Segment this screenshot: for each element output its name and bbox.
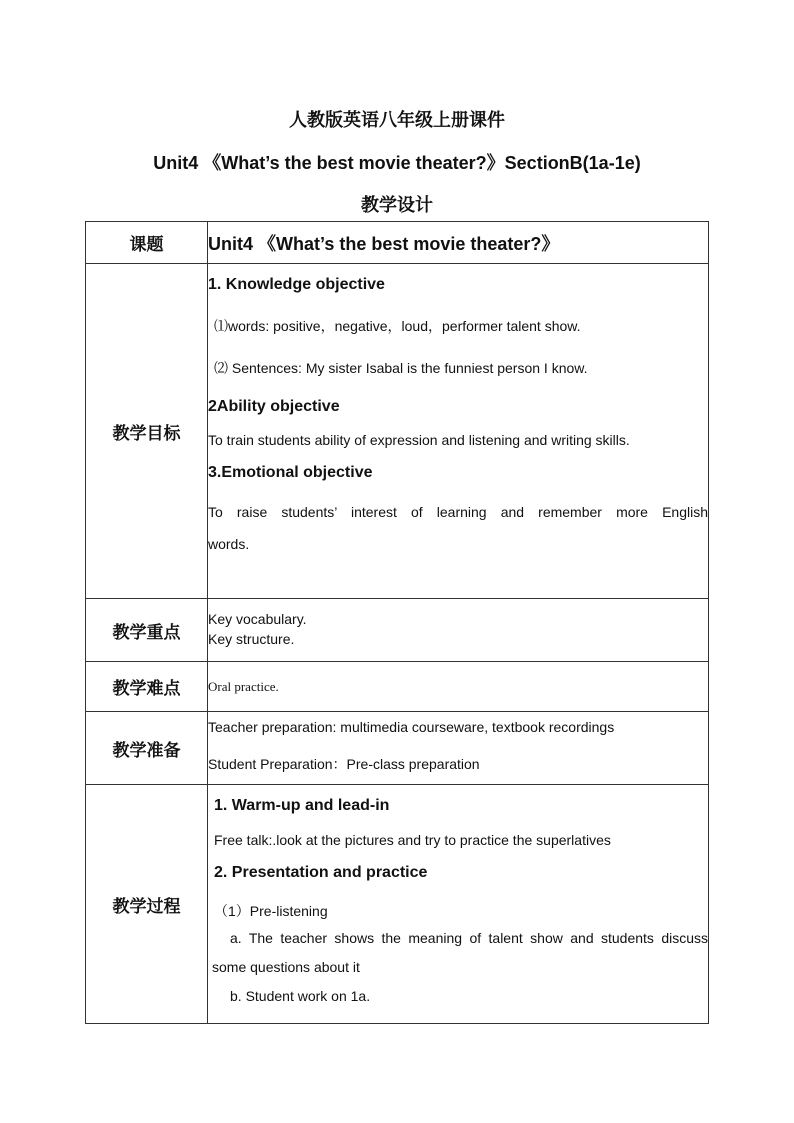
ability-heading: 2Ability objective [208, 398, 340, 415]
presentation-heading: 2. Presentation and practice [214, 864, 428, 881]
pre-listening-label: （1）Pre-listening [214, 903, 328, 919]
emotional-text-line2: words. [208, 536, 250, 552]
item-b-line: b. Student work on 1a. [230, 988, 371, 1004]
document-heading: 教学设计 [361, 195, 433, 215]
teacher-preparation: Teacher preparation: multimedia courseware, textbook recordings [208, 719, 615, 735]
emotional-heading: 3.Emotional objective [208, 464, 373, 481]
document-title: 人教版英语八年级上册课件 [289, 110, 505, 130]
key-points-line2: Key structure. [208, 631, 295, 647]
warm-up-heading: 1. Warm-up and lead-in [214, 797, 390, 814]
ability-text: To train students ability of expression and listening and writing skills. [208, 432, 630, 448]
objectives-cell [208, 264, 709, 599]
process-label: 教学过程 [86, 785, 208, 1024]
difficulties-label: 教学难点 [86, 662, 208, 712]
key-points-cell [208, 599, 709, 662]
item-a-line1: a. The teacher shows the meaning of talent show and students discuss [230, 930, 708, 946]
document-subtitle: Unit4 《What’s the best movie theater?》SectionB(1a-1e) [153, 153, 641, 173]
topic-value: Unit4 《What’s the best movie theater?》 [208, 222, 709, 264]
objectives-label: 教学目标 [86, 264, 208, 599]
preparation-cell [208, 712, 709, 785]
key-points-line1: Key vocabulary. [208, 611, 307, 627]
table-row-difficulties [86, 662, 709, 712]
student-preparation: Student Preparation：Pre-class preparation [208, 756, 480, 772]
lesson-plan-table [85, 221, 709, 1024]
sentences-line: ⑵ Sentences: My sister Isabal is the funniest person I know. [214, 360, 588, 376]
table-row-preparation [86, 712, 709, 785]
difficulties-text: Oral practice. [208, 678, 279, 694]
difficulties-cell [208, 662, 709, 712]
words-line: ⑴words: positive，negative，loud，performer talent show. [214, 318, 581, 334]
knowledge-heading: 1. Knowledge objective [208, 276, 385, 293]
emotional-text-line1: To raise students’ interest of learning and remember more English [208, 504, 708, 520]
table-row-topic [86, 222, 709, 264]
key-points-label: 教学重点 [86, 599, 208, 662]
item-a-line2: some questions about it [212, 959, 360, 975]
process-cell [208, 785, 709, 1024]
preparation-label: 教学准备 [86, 712, 208, 785]
table-row-objectives [86, 264, 709, 599]
table-row-process [86, 785, 709, 1024]
free-talk-text: Free talk:.look at the pictures and try to practice the superlatives [214, 832, 611, 848]
topic-label: 课题 [86, 222, 208, 264]
table-row-key-points [86, 599, 709, 662]
